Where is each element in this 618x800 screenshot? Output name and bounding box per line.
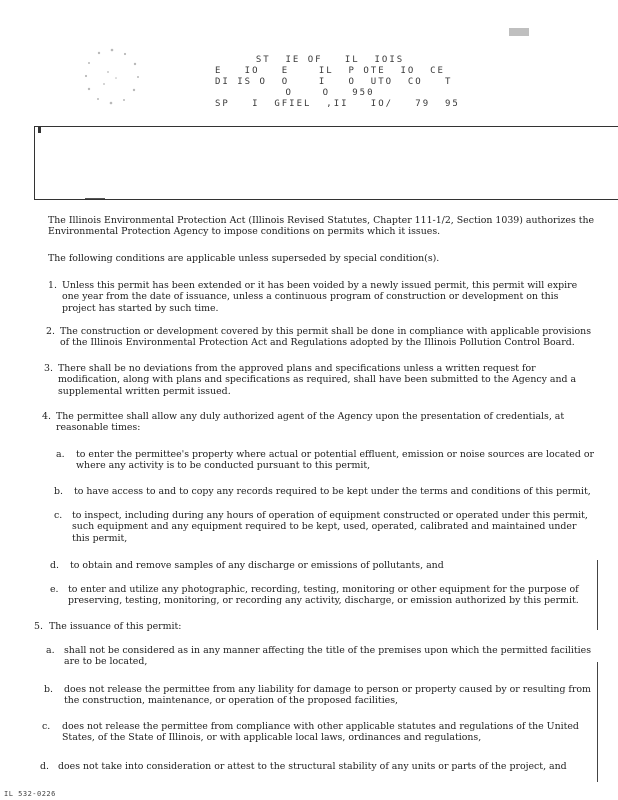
header-line: DI IS O O I O UTO CO T bbox=[215, 77, 453, 87]
condition-text: Unless this permit has been extended or it has been voided by a newly issued permit, this permit will expire one year from the date of issuance, unless a continuous program of construction or development on this project has started by such time. bbox=[62, 280, 578, 314]
item-text: to inspect, including during any hours of operation of equipment constructed or operated under this permit, such equipment and any equipment required to be kept, used, operated, calibrated and maintained under this permit, bbox=[72, 510, 588, 544]
item-letter: b. bbox=[44, 684, 53, 695]
margin-mark bbox=[597, 662, 598, 782]
item-text: to enter the permittee's property where actual or potential effluent, emission or noise sources are located or where any activity is to be conducted pursuant to this permit, bbox=[76, 449, 594, 472]
frame-tick bbox=[38, 126, 41, 133]
applicability-paragraph: The following conditions are applicable unless superseded by special condition(s). bbox=[48, 253, 440, 264]
item-text: to have access to and to copy any records required to be kept under the terms and conditions of this permit, bbox=[74, 486, 591, 497]
item-letter: c. bbox=[54, 510, 63, 521]
condition-text: There shall be no deviations from the approved plans and specifications unless a written request for modification, along with plans and specifications as required, shall have been submitted to the Agency and a supplemental written permit issued. bbox=[58, 363, 577, 397]
item-letter: d. bbox=[50, 560, 59, 571]
scan-mark bbox=[509, 28, 529, 36]
condition-text: The issuance of this permit: bbox=[49, 621, 182, 632]
item-text: to enter and utilize any photographic, recording, testing, monitoring or other equipment for the purpose of preserving, testing, monitoring, or recording any activity, discharge, or emission authorized by this permit. bbox=[68, 584, 579, 607]
condition-number: 1. bbox=[48, 280, 57, 291]
condition-text: The construction or development covered by this permit shall be done in compliance with applicable provisions of the Illinois Environmental Protection Act and Regulations adopted by the Illinois Pollution Control Board. bbox=[60, 326, 592, 349]
redacted-box bbox=[34, 126, 618, 200]
condition-number: 3. bbox=[44, 363, 53, 374]
item-letter: a. bbox=[46, 645, 55, 656]
item-letter: e. bbox=[50, 584, 59, 595]
item-text: does not release the permittee from compliance with other applicable statutes and regulations of the United States, of the State of Illinois, or with applicable local laws, ordinances and regulations, bbox=[62, 721, 579, 744]
item-text: shall not be considered as in any manner affecting the title of the premises upon which the permitted facilities are to be located, bbox=[64, 645, 592, 668]
header-line: ST IE OF IL IOIS bbox=[255, 55, 405, 65]
frame-stub bbox=[85, 198, 105, 203]
margin-mark bbox=[597, 560, 598, 630]
condition-number: 2. bbox=[46, 326, 55, 337]
item-letter: d. bbox=[40, 761, 49, 772]
header-line: E IO E IL P OTE IO CE bbox=[215, 66, 445, 76]
condition-text: The permittee shall allow any duly authorized agent of the Agency upon the presentation of credentials, at reasonable times: bbox=[56, 411, 565, 434]
item-text: does not take into consideration or attest to the structural stability of any units or parts of the project, and bbox=[58, 761, 567, 772]
item-letter: b. bbox=[54, 486, 63, 497]
condition-number: 4. bbox=[42, 411, 51, 422]
item-text: to obtain and remove samples of any discharge or emissions of pollutants, and bbox=[70, 560, 444, 571]
item-text: does not release the permittee from any liability for damage to person or property caused by or resulting from the construction, maintenance, or operation of the proposed facilities, bbox=[64, 684, 591, 707]
header-line: SP I GFIEL ,II IO/ 79 95 bbox=[215, 99, 460, 109]
form-code: IL 532-0226 bbox=[4, 790, 56, 798]
act-paragraph: The Illinois Environmental Protection Act (Illinois Revised Statutes, Chapter 111-1/2, Section 1039) authorizes the Environmental Protection Agency to impose conditions on permits which it issues. bbox=[48, 215, 595, 238]
item-letter: c. bbox=[42, 721, 51, 732]
condition-number: 5. bbox=[34, 621, 43, 632]
state-seal-icon bbox=[80, 44, 144, 108]
header-line: O O 950 bbox=[285, 88, 375, 98]
item-letter: a. bbox=[56, 449, 65, 460]
agency-header bbox=[215, 55, 460, 110]
